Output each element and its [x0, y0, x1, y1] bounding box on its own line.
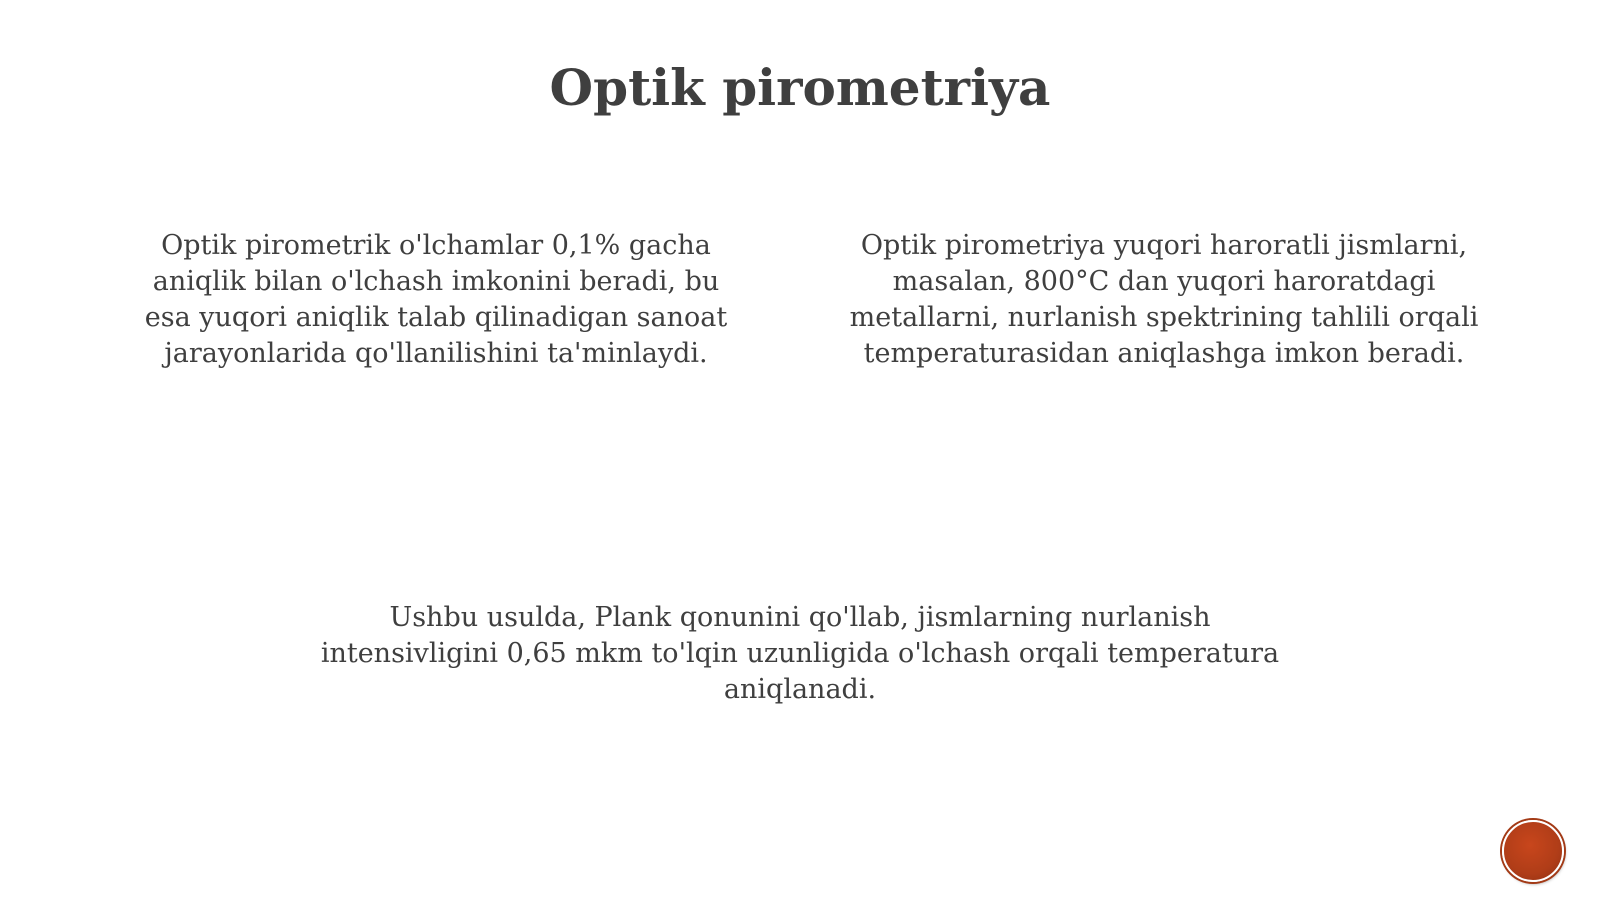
- slide-nav-circle-icon[interactable]: [1502, 820, 1564, 882]
- slide-title: Optik pirometriya: [549, 58, 1051, 117]
- text-block-bottom: Ushbu usulda, Plank qonunini qo'llab, jismlarning nurlanish intensivligini 0,65 mkm to'lqin uzunligida o'lchash orqali temperatura aniqlanadi.: [320, 602, 1280, 705]
- text-block-left: Optik pirometrik o'lchamlar 0,1% gacha aniqlik bilan o'lchash imkonini beradi, bu esa yuqori aniqlik talab qilinadigan sanoat jarayonlarida qo'llanilishini ta'minlaydi.: [144, 230, 728, 369]
- text-block-right: Optik pirometriya yuqori haroratli jismlarni, masalan, 800°C dan yuqori haroratdagi metallarni, nurlanish spektrining tahlili orqali temperaturasidan aniqlashga imkon beradi.: [849, 230, 1479, 369]
